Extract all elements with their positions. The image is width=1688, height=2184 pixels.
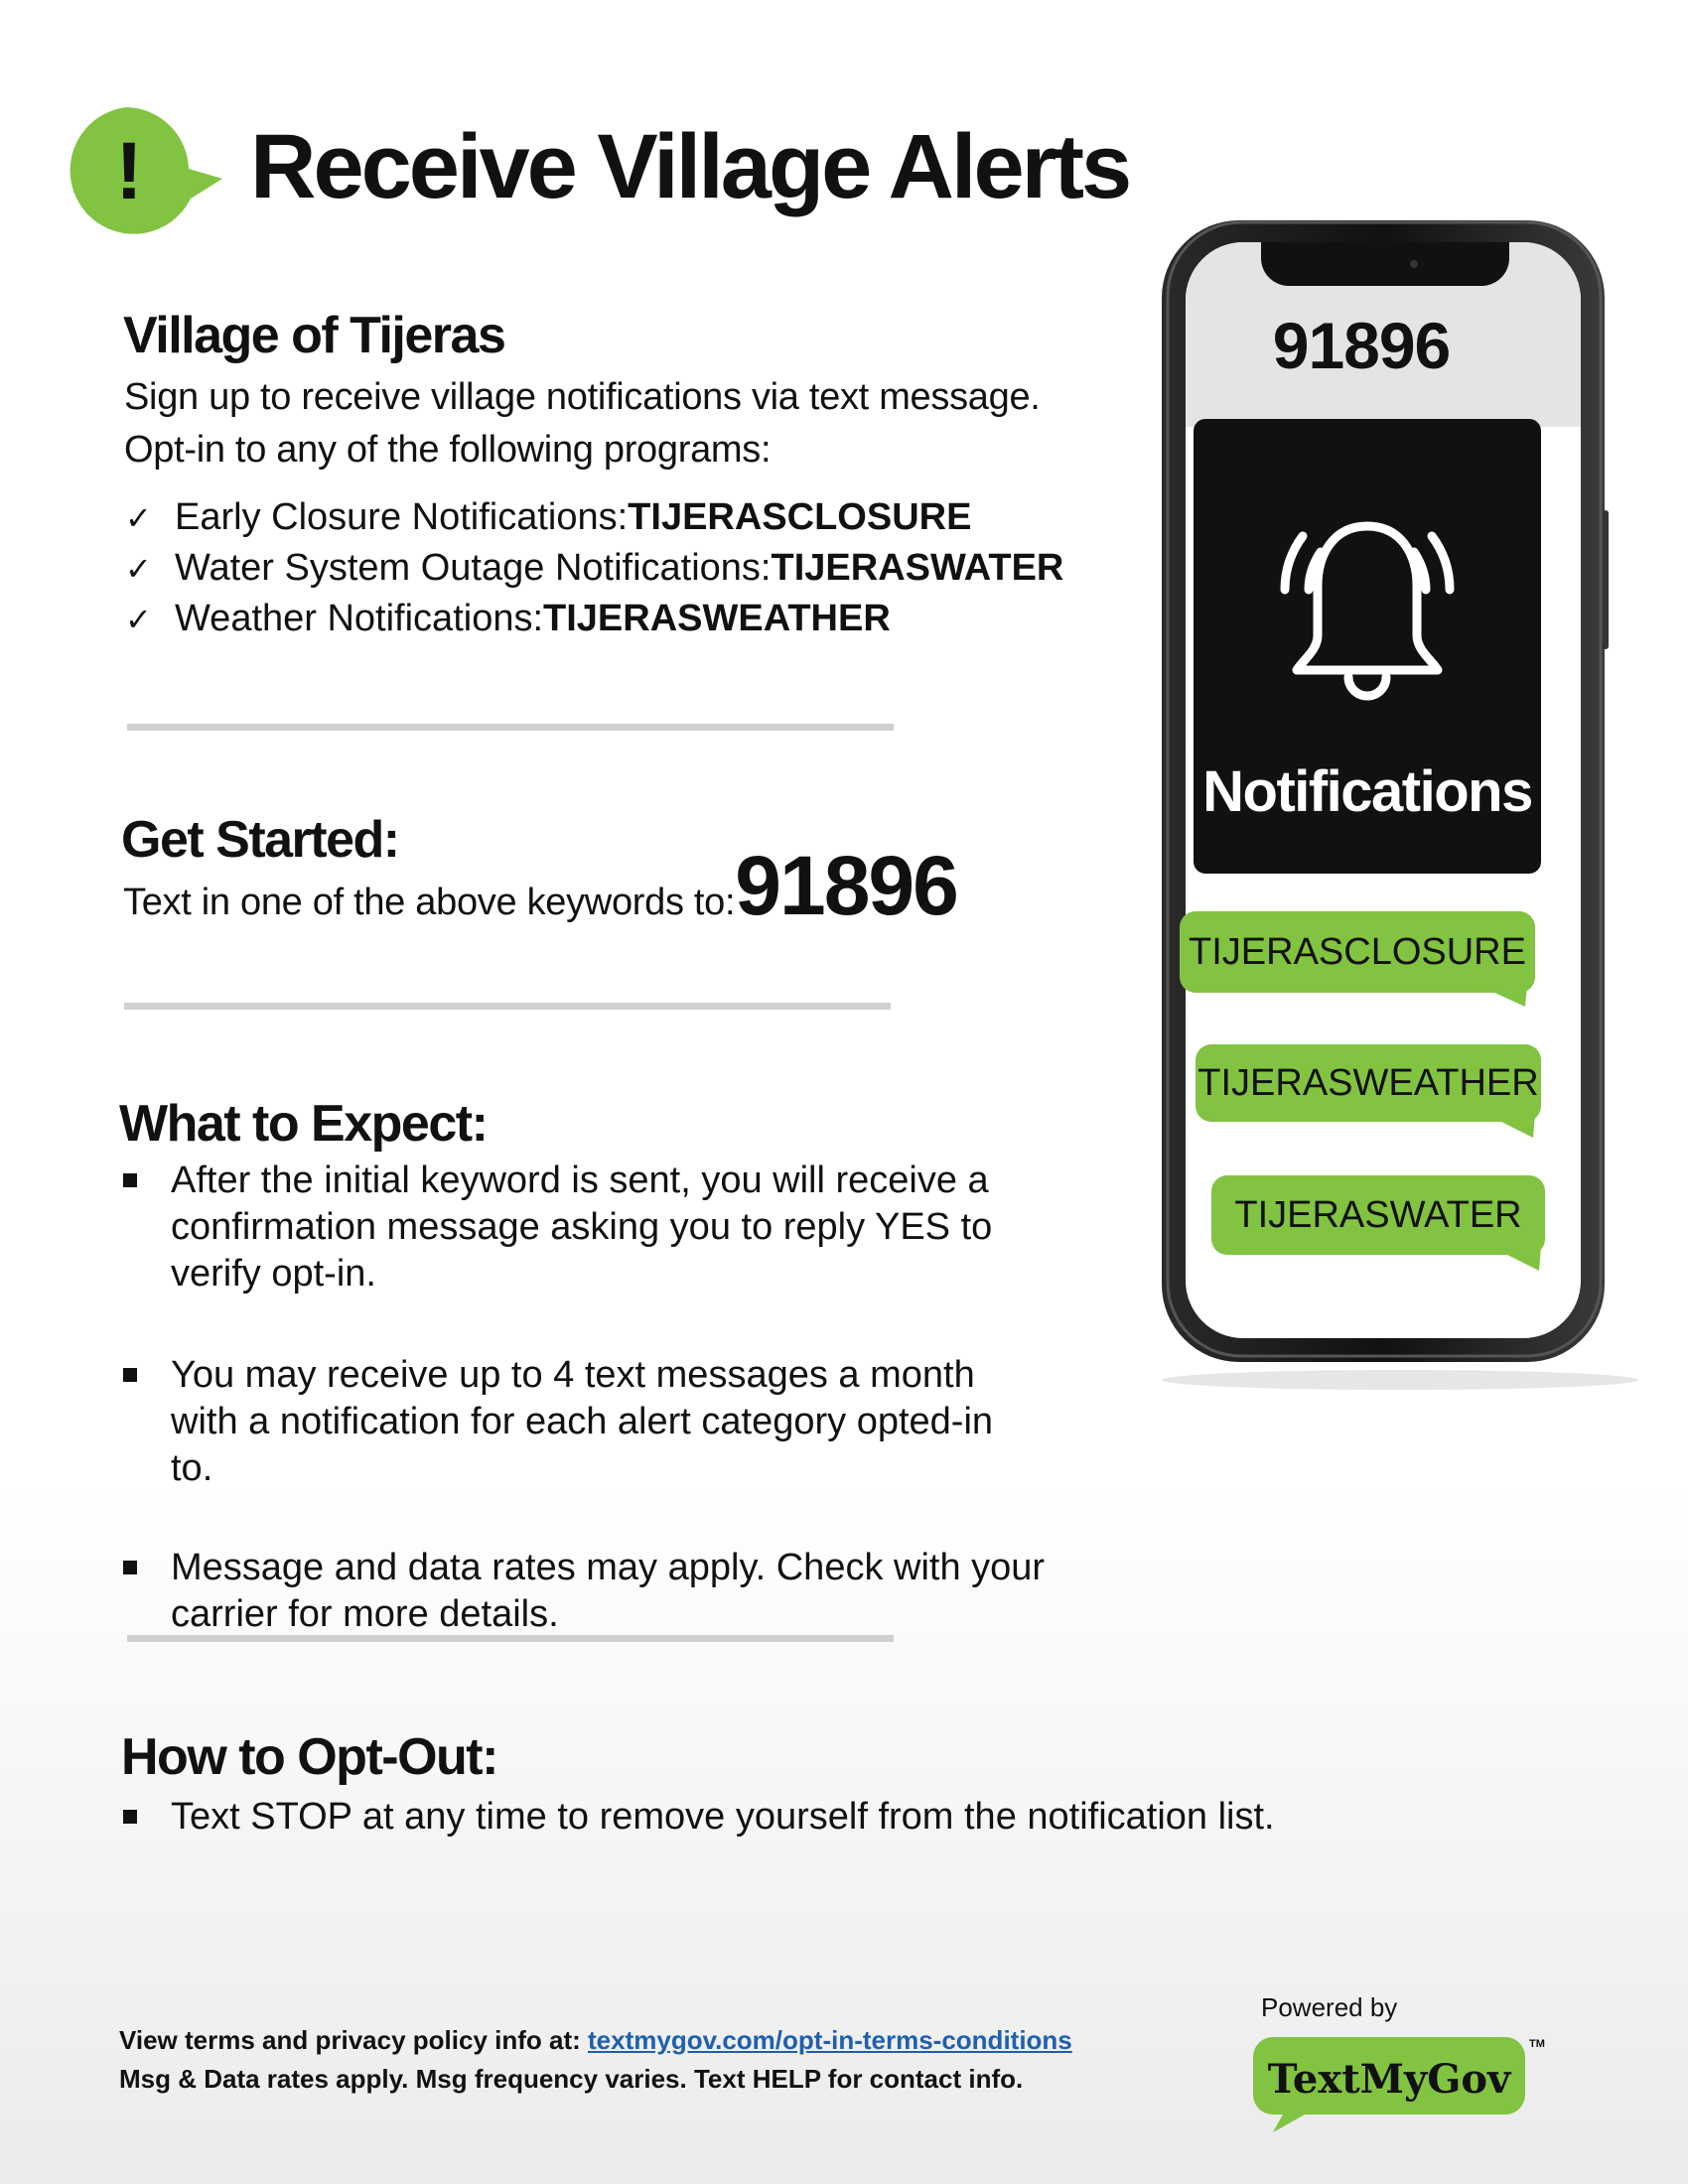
footer-text bbox=[119, 2021, 1072, 2099]
textmygov-logo bbox=[1245, 2029, 1543, 2138]
expect-list bbox=[119, 1352, 1072, 1492]
expect-item bbox=[119, 1352, 1072, 1492]
program-item bbox=[125, 492, 1063, 543]
rates-line: Msg & Data rates apply. Msg frequency varies. Text HELP for contact info. bbox=[119, 2064, 1024, 2094]
bullet-square-icon bbox=[123, 1810, 137, 1824]
expect-list bbox=[119, 1545, 1072, 1638]
message-bubble bbox=[1211, 1175, 1545, 1255]
short-code: 91896 bbox=[735, 839, 957, 932]
expect-line: Message and data rates may apply. Check with your bbox=[171, 1547, 1046, 1588]
expect-item bbox=[119, 1158, 1072, 1297]
program-keyword: TIJERASWATER bbox=[771, 547, 1064, 589]
opt-out-text: Text STOP at any time to remove yourself from the notification list. bbox=[171, 1796, 1275, 1838]
expect-line: carrier for more details. bbox=[171, 1593, 559, 1635]
phone-sender-number: 91896 bbox=[1272, 309, 1451, 382]
checkmark-icon: ✓ bbox=[125, 550, 152, 588]
expect-line: with a notification for each alert category opted-in bbox=[171, 1401, 994, 1442]
program-list bbox=[125, 492, 1063, 644]
program-item bbox=[125, 543, 1063, 594]
expect-line: verify opt-in. bbox=[171, 1253, 376, 1295]
program-keyword: TIJERASCLOSURE bbox=[628, 496, 972, 538]
expect-line: You may receive up to 4 text messages a month bbox=[171, 1354, 975, 1396]
program-label: Water System Outage Notifications: bbox=[175, 547, 772, 589]
logo-text: TextMyGov bbox=[1267, 2056, 1511, 2103]
checkmark-icon: ✓ bbox=[125, 601, 152, 638]
expect-line: confirmation message asking you to reply YES to bbox=[171, 1206, 993, 1248]
opt-out-item bbox=[119, 1794, 1410, 1841]
section-divider bbox=[124, 1003, 891, 1010]
message-bubble bbox=[1180, 911, 1535, 993]
expect-line: After the initial keyword is sent, you will receive a bbox=[171, 1160, 989, 1201]
expect-line: to. bbox=[171, 1447, 213, 1489]
program-keyword: TIJERASWEATHER bbox=[543, 598, 891, 639]
expect-item bbox=[119, 1545, 1072, 1638]
message-bubble-text: TIJERASWEATHER bbox=[1196, 1044, 1541, 1122]
bubble-tail-icon bbox=[1485, 1114, 1535, 1140]
message-bubble-text: TIJERASCLOSURE bbox=[1180, 911, 1535, 993]
terms-line bbox=[119, 2021, 1072, 2060]
message-bubble-text: TIJERASWATER bbox=[1211, 1175, 1545, 1255]
intro-text bbox=[124, 371, 1041, 477]
powered-by-label: Powered by bbox=[1261, 1992, 1398, 2022]
opt-out-list bbox=[119, 1794, 1410, 1841]
expect-heading: What to Expect: bbox=[119, 1095, 488, 1153]
program-item bbox=[125, 594, 1063, 644]
village-heading: Village of Tijeras bbox=[123, 307, 505, 364]
bullet-square-icon bbox=[123, 1368, 137, 1382]
program-label: Early Closure Notifications: bbox=[175, 496, 629, 538]
section-divider bbox=[127, 724, 894, 731]
page-title: Receive Village Alerts bbox=[250, 116, 1130, 217]
intro-line-2: Opt-in to any of the following programs: bbox=[124, 429, 772, 471]
bullet-square-icon bbox=[123, 1173, 137, 1187]
opt-out-heading: How to Opt-Out: bbox=[121, 1728, 497, 1786]
alert-exclamation: ! bbox=[115, 126, 143, 216]
message-bubble bbox=[1196, 1044, 1541, 1122]
get-started-heading: Get Started: bbox=[121, 811, 399, 869]
get-started-instruction: Text in one of the above keywords to: bbox=[123, 882, 736, 923]
section-divider bbox=[127, 1635, 894, 1642]
expect-list bbox=[119, 1158, 1072, 1297]
intro-line-1: Sign up to receive village notifications via text message. bbox=[124, 376, 1041, 418]
bullet-square-icon bbox=[123, 1561, 137, 1574]
program-label: Weather Notifications: bbox=[175, 598, 544, 639]
terms-prefix: View terms and privacy policy info at: bbox=[119, 2025, 588, 2055]
alert-speech-bubble-icon bbox=[62, 103, 226, 236]
bubble-tail-icon bbox=[1477, 985, 1527, 1009]
checkmark-icon: ✓ bbox=[125, 499, 152, 537]
notification-card-label: Notifications bbox=[1202, 759, 1532, 824]
terms-link[interactable]: textmygov.com/opt-in-terms-conditions bbox=[588, 2025, 1072, 2055]
logo-trademark: TM bbox=[1529, 2038, 1545, 2050]
bubble-tail-icon bbox=[1491, 1247, 1541, 1273]
bell-icon bbox=[1263, 486, 1472, 725]
